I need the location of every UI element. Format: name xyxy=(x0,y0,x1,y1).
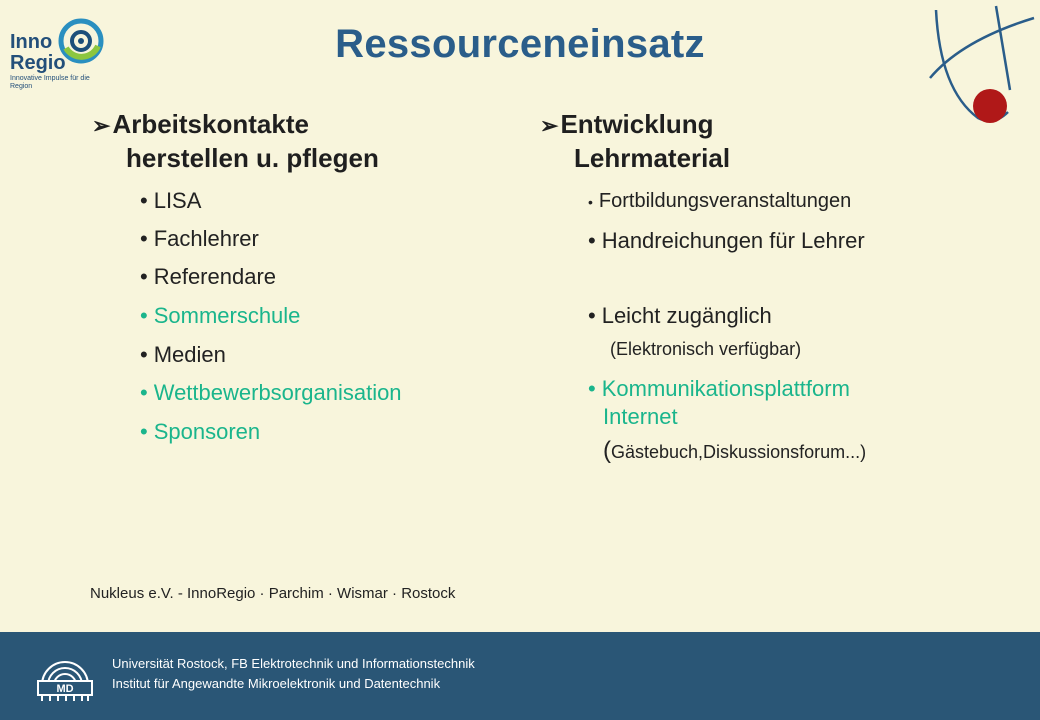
list-item-label: Fortbildungsveranstaltungen xyxy=(598,190,852,212)
logo-text-regio: Regio xyxy=(10,52,66,74)
list-item-sub xyxy=(603,437,867,464)
list-item: • LISA xyxy=(140,188,202,213)
footer-note: Nukleus e.V. - InnoRegio · Parchim · Wismar · Rostock xyxy=(90,585,456,602)
list-item-label: Handreichungen für Lehrer xyxy=(601,228,865,253)
logo-text-inno: Inno xyxy=(10,31,53,53)
list-item-continued: Internet xyxy=(603,404,678,429)
list-item-label: LISA xyxy=(153,188,202,213)
md-logo-text: MD xyxy=(56,683,74,695)
heading-arrow-icon: ➢ xyxy=(92,113,111,138)
list-item: • Fachlehrer xyxy=(140,226,259,251)
list-item: • Medien xyxy=(140,342,226,367)
list-item-sub-text: Gästebuch,Diskussionsforum...) xyxy=(611,442,867,462)
list-item-label: Wettbewerbsorganisation xyxy=(153,380,402,405)
paren-open: ( xyxy=(603,437,611,464)
list-item-label: Fachlehrer xyxy=(153,226,259,251)
list-item: • Handreichungen für Lehrer xyxy=(588,228,865,253)
bottom-bar xyxy=(0,632,1040,720)
right-heading-line2: Lehrmaterial xyxy=(574,143,731,173)
list-item-label: Sommerschule xyxy=(153,303,301,328)
md-logo-icon xyxy=(36,645,94,705)
list-item: • Kommunikationsplattform xyxy=(588,376,850,401)
left-heading-line1: Arbeitskontakte xyxy=(112,109,309,139)
list-item-label: Leicht zugänglich xyxy=(601,303,772,328)
left-heading xyxy=(92,108,379,174)
left-heading-line2: herstellen u. pflegen xyxy=(126,143,379,173)
slide-title: Ressourceneinsatz xyxy=(335,22,705,66)
list-item-label: Kommunikationsplattform xyxy=(601,376,850,401)
list-item: • Fortbildungsveranstaltungen xyxy=(588,190,852,212)
right-heading xyxy=(540,108,730,174)
list-item: • Referendare xyxy=(140,264,277,289)
list-item: • Wettbewerbsorganisation xyxy=(140,380,402,405)
list-item: • Sommerschule xyxy=(140,303,301,328)
list-item: • Leicht zugänglich xyxy=(588,303,772,328)
heading-arrow-icon: ➢ xyxy=(540,113,559,138)
institute-line: Institut für Angewandte Mikroelektronik und Datentechnik xyxy=(112,676,441,691)
list-item-label: Sponsoren xyxy=(153,419,261,444)
list-item-label: Medien xyxy=(153,342,226,367)
university-line: Universität Rostock, FB Elektrotechnik und Informationstechnik xyxy=(112,656,475,671)
decoration-ball-icon xyxy=(922,0,1040,130)
list-item: • Sponsoren xyxy=(140,419,261,444)
list-item-label: Referendare xyxy=(153,264,277,289)
right-heading-line1: Entwicklung xyxy=(560,109,714,139)
logo-tagline: Innovative Impulse für die Region xyxy=(10,75,90,90)
list-item-sub: (Elektronisch verfügbar) xyxy=(610,339,802,359)
